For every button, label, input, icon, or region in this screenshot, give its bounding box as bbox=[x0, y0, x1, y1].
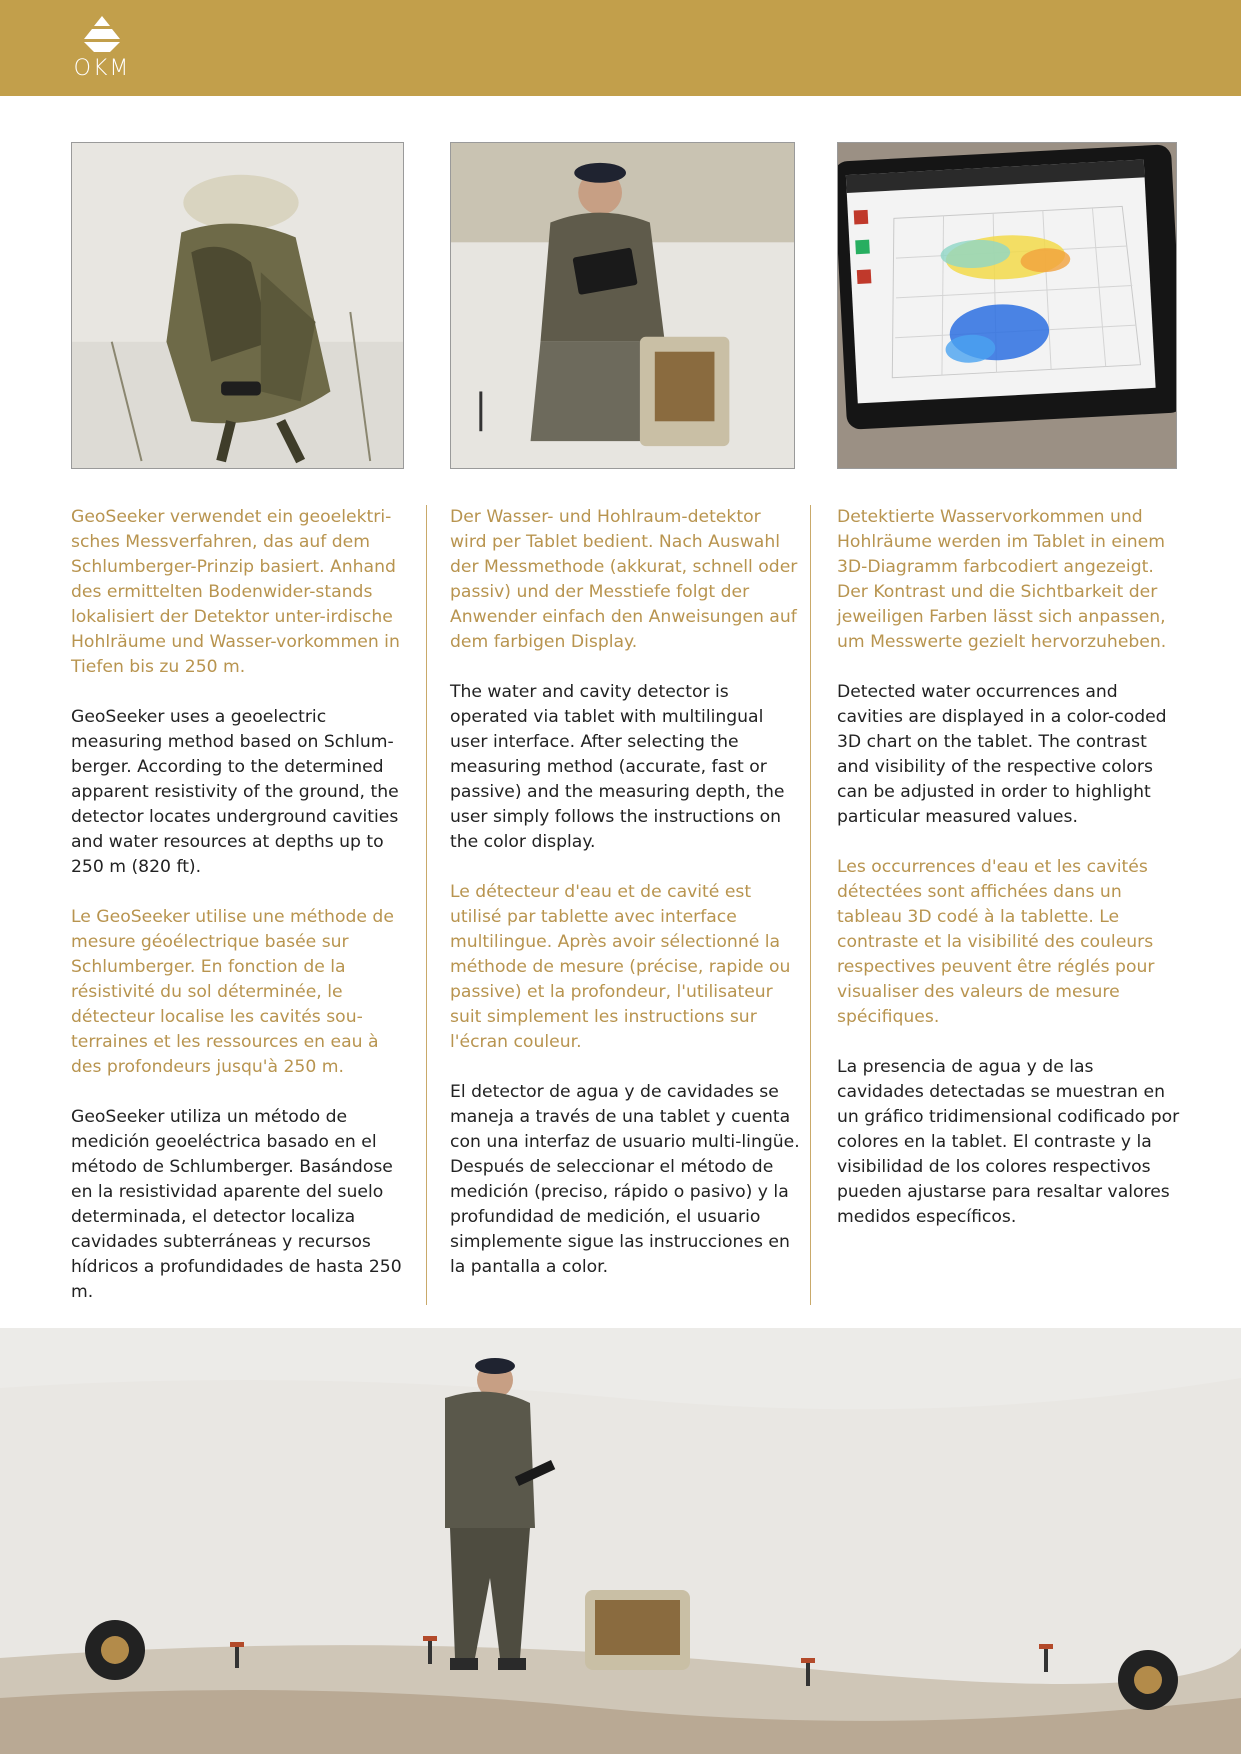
text-de: Der Wasser- und Hohlraum-detektor wird per Tablet bedient. Nach Auswahl der Messmethode (akkurat, schnell oder passiv) und der Messtiefe folgt der Anwender einfach den Anweisungen auf dem farbigen Display. bbox=[450, 507, 798, 652]
header-bar bbox=[0, 0, 1241, 96]
text-fr: Le détecteur d'eau et de cavité est utilisé par tablette avec interface multilingue. Après avoir sélectionné la méthode de mesure (précise, rapide ou passive) et la profondeur, l'utilisateur suit simplement les instructions sur l'écran couleur. bbox=[450, 882, 791, 1052]
text-fr: Les occurrences d'eau et les cavités détectées sont affichées dans un tableau 3D codé à la tablette. Le contraste et la visibilité des couleurs respectives peuvent être réglés pour visualiser des valeurs de mesure spécifiques. bbox=[837, 857, 1155, 1027]
column-1 bbox=[71, 505, 411, 1330]
photo-man-measuring-field bbox=[0, 1328, 1241, 1754]
text-de: GeoSeeker verwendet ein geoelektri-sches Messverfahren, das auf dem Schlumberger-Prinzip basiert. Anhand des ermittelten Bodenwider-stands lokalisiert der Detektor unter-irdische Hohlräume und Wasser-vorkommen in Tiefen bis zu 250 m. bbox=[71, 507, 400, 677]
photo-man-crouching-camouflage bbox=[71, 142, 404, 469]
column-3 bbox=[837, 505, 1182, 1255]
text-de: Detektierte Wasservorkommen und Hohlräume werden im Tablet in einem 3D-Diagramm farbcodiert angezeigt. Der Kontrast und die Sichtbarkeit der jeweiligen Farben lässt sich anpassen, um Messwerte gezielt hervorzuheben. bbox=[837, 507, 1167, 652]
photo-tablet-3d-chart bbox=[837, 142, 1177, 469]
text-es: El detector de agua y de cavidades se maneja a través de una tablet y cuenta con una interfaz de usuario multi-lingüe. Después de seleccionar el método de medición (preciso, rápido o pasivo) y la profundidad de medición, el usuario simplemente sigue las instrucciones en la pantalla a color. bbox=[450, 1082, 800, 1277]
text-fr: Le GeoSeeker utilise une méthode de mesure géoélectrique basée sur Schlumberger. En fonction de la résistivité du sol déterminée, le détecteur localise les cavités sou-terraines et les ressources en eau à des profondeurs jusqu'à 250 m. bbox=[71, 907, 394, 1077]
text-en: The water and cavity detector is operated via tablet with multilingual user interface. After selecting the measuring method (accurate, fast or passive) and the measuring depth, the user simply follows the instructions on the color display. bbox=[450, 682, 785, 852]
photo-man-with-tablet bbox=[450, 142, 795, 469]
okm-logo bbox=[70, 14, 134, 84]
text-en: GeoSeeker uses a geoelectric measuring method based on Schlum-berger. According to the determined apparent resistivity of the ground, the detector locates underground cavities and water resources at depths up to 250 m (820 ft). bbox=[71, 707, 399, 877]
text-en: Detected water occurrences and cavities are displayed in a color-coded 3D chart on the tablet. The contrast and visibility of the respective colors can be adjusted in order to highlight particular measured values. bbox=[837, 682, 1167, 827]
pyramid-icon bbox=[70, 14, 134, 54]
column-divider bbox=[810, 505, 811, 1305]
column-2 bbox=[450, 505, 800, 1305]
text-es: La presencia de agua y de las cavidades detectadas se muestran en un gráfico tridimensional codificado por colores en la tablet. El contraste y la visibilidad de los colores respectivos pueden ajustarse para resaltar valores medidos específicos. bbox=[837, 1057, 1180, 1227]
column-divider bbox=[426, 505, 427, 1305]
text-es: GeoSeeker utiliza un método de medición geoeléctrica basado en el método de Schlumberger. Basándose en la resistividad aparente del suelo determinada, el detector localiza cavidades subterráneas y recursos hídricos a profundidades de hasta 250 m. bbox=[71, 1107, 402, 1302]
logo-text: OKM bbox=[73, 56, 131, 81]
